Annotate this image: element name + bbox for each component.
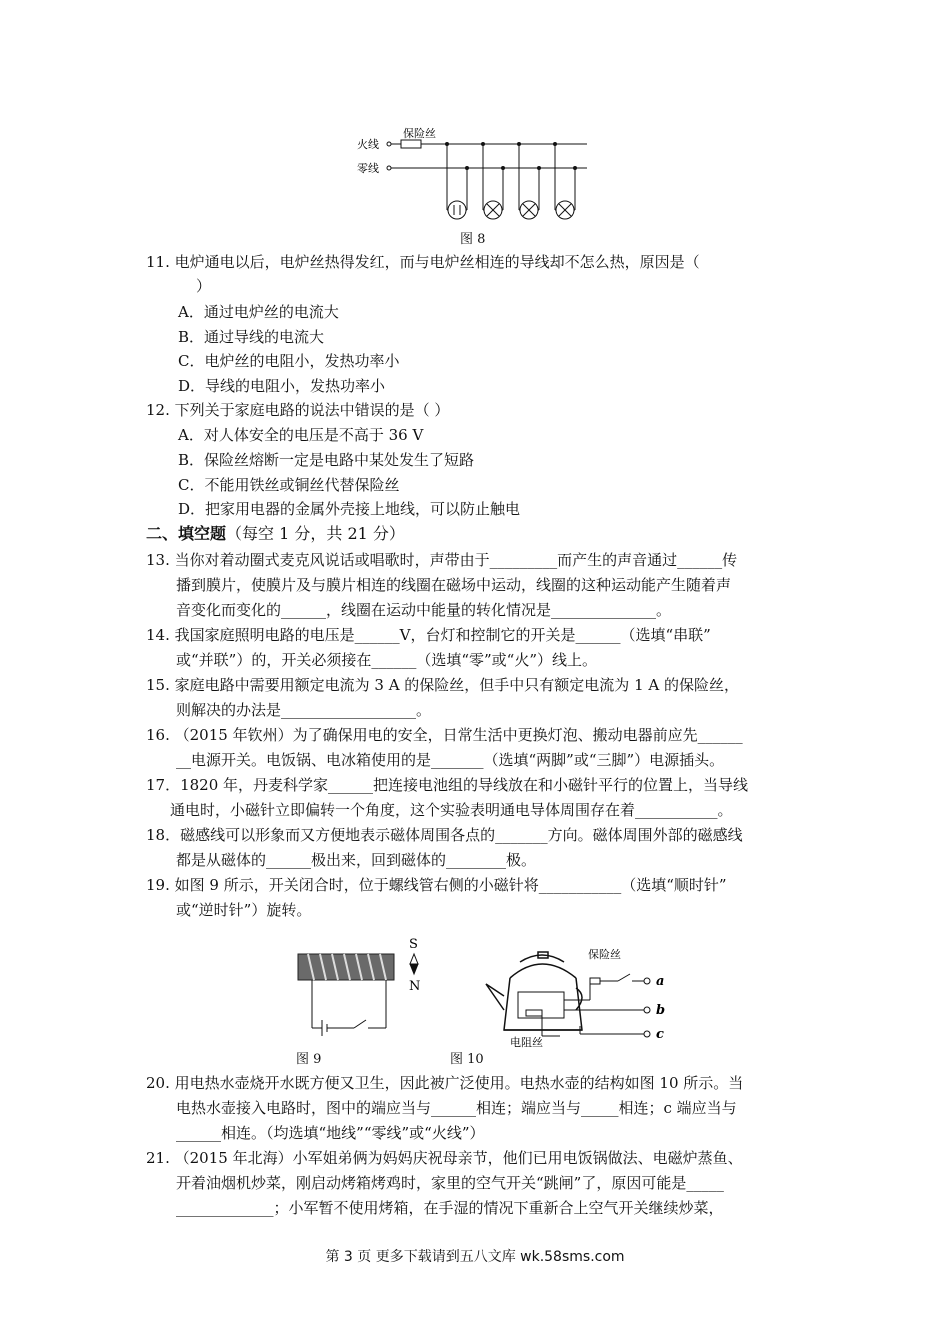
fig8-live-wire-label: 火线 <box>357 138 379 151</box>
q15-line-1: 15. 家庭电路中需要用额定电流为 3 A 的保险丝，但手中只有额定电流为 1 A 的保险丝， <box>146 676 739 694</box>
q18-line-2: 都是从磁体的______极出来，回到磁体的________极。 <box>176 851 537 869</box>
fig8-fuse-label: 保险丝 <box>403 127 436 140</box>
q18-line-1: 18．磁感线可以形象而又方便地表示磁体周围各点的_______方向。磁体周围外部的磁感线 <box>146 826 743 844</box>
q19-line-2: 或“逆时针”）旋转。 <box>176 901 312 919</box>
figure-10-kettle <box>480 940 680 1050</box>
q16-line-1: 16. （2015 年钦州）为了确保用电的安全，日常生活中更换灯泡、搬动电器前应先______ <box>146 726 743 744</box>
q11-option-c: C．电炉丝的电阻小，发热功率小 <box>178 352 400 370</box>
fig10-term-c: c <box>656 1027 664 1042</box>
q21-line-2: 开着油烟机炒菜，刚启动烤箱烤鸡时，家里的空气开关“跳闸”了，原因可能是_____ <box>176 1174 724 1192</box>
fig9-pole-s: S <box>409 937 418 952</box>
section-2-heading <box>146 524 405 544</box>
fig10-resistor-label: 电阻丝 <box>510 1036 543 1049</box>
q13-line-2: 播到膜片，使膜片及与膜片相连的线圈在磁场中运动，线圈的这种运动能产生随着声 <box>176 576 732 594</box>
figure-9-caption: 图 9 <box>296 1052 322 1067</box>
q20-line-3: ______相连。（均选填“地线”“零线”或“火线”） <box>176 1124 485 1142</box>
q11-stem-cont: ） <box>196 277 212 295</box>
q14-line-2: 或“并联”）的，开关必须接在______（选填“零”或“火”）线上。 <box>176 651 598 669</box>
figure-10-caption: 图 10 <box>450 1052 484 1067</box>
q12-option-c: C．不能用铁丝或铜丝代替保险丝 <box>178 476 400 494</box>
q12-stem: 12. 下列关于家庭电路的说法中错误的是（ ） <box>146 401 450 419</box>
q11-option-a: A．通过电炉丝的电流大 <box>178 303 339 321</box>
q11-stem: 11. 电炉通电以后，电炉丝热得发红，而与电炉丝相连的导线却不怎么热，原因是（ <box>146 253 700 271</box>
figure-8-circuit <box>355 124 595 224</box>
q20-line-1: 20. 用电热水壶烧开水既方便又卫生，因此被广泛使用。电热水壶的结构如图 10 所示。当 <box>146 1074 744 1092</box>
figure-8-caption: 图 8 <box>460 232 486 247</box>
q21-line-1: 21. （2015 年北海）小军姐弟俩为妈妈庆祝母亲节，他们已用电饭锅做法、电磁炉蒸鱼、 <box>146 1149 743 1167</box>
fig9-pole-n: N <box>409 979 421 994</box>
fig10-term-b: b <box>656 1003 666 1018</box>
q13-line-1: 13. 当你对着动圈式麦克风说话或唱歌时，声带由于_________而产生的声音通过______传 <box>146 551 738 569</box>
q16-line-2: __电源开关。电饭锅、电冰箱使用的是_______（选填“两脚”或“三脚”）电源插头。 <box>176 751 725 769</box>
q11-option-b: B．通过导线的电流大 <box>178 328 325 346</box>
q13-line-3: 音变化而变化的______，线圈在运动中能量的转化情况是______________。 <box>176 601 672 619</box>
q11-option-d: D．导线的电阻小，发热功率小 <box>178 377 386 395</box>
section-2-title: 二、填空题 <box>146 524 227 543</box>
q17-line-2: 通电时，小磁针立即偏转一个角度，这个实验表明通电导体周围存在着___________。 <box>170 801 733 819</box>
q12-option-b: B．保险丝熔断一定是电路中某处发生了短路 <box>178 451 475 469</box>
q20-line-2: 电热水壶接入电路时，图中的端应当与______相连；端应当与_____相连；c 端应当与 <box>176 1099 737 1117</box>
fig8-neutral-wire-label: 零线 <box>357 162 379 175</box>
q21-line-3: _____________；小军暂不使用烤箱，在手湿的情况下重新合上空气开关继续炒菜， <box>176 1199 724 1217</box>
q12-option-d: D．把家用电器的金属外壳接上地线，可以防止触电 <box>178 500 521 518</box>
q12-option-a: A．对人体安全的电压是不高于 36 V <box>178 426 424 444</box>
figure-9-solenoid <box>292 930 432 1040</box>
q15-line-2: 则解决的办法是__________________。 <box>176 701 432 719</box>
q17-line-1: 17．1820 年，丹麦科学家______把连接电池组的导线放在和小磁针平行的位置上，当导线 <box>146 776 749 794</box>
fig10-term-a: a <box>656 974 665 989</box>
page-footer: 第 3 页 更多下载请到五八文库 wk.58sms.com <box>325 1249 625 1265</box>
section-2-note: （每空 1 分，共 21 分） <box>226 524 405 543</box>
fig10-fuse-label: 保险丝 <box>588 948 621 961</box>
q14-line-1: 14. 我国家庭照明电路的电压是______V，台灯和控制它的开关是______（选填“串联” <box>146 626 711 644</box>
q19-line-1: 19. 如图 9 所示，开关闭合时，位于螺线管右侧的小磁针将___________（选填“顺时针” <box>146 876 727 894</box>
